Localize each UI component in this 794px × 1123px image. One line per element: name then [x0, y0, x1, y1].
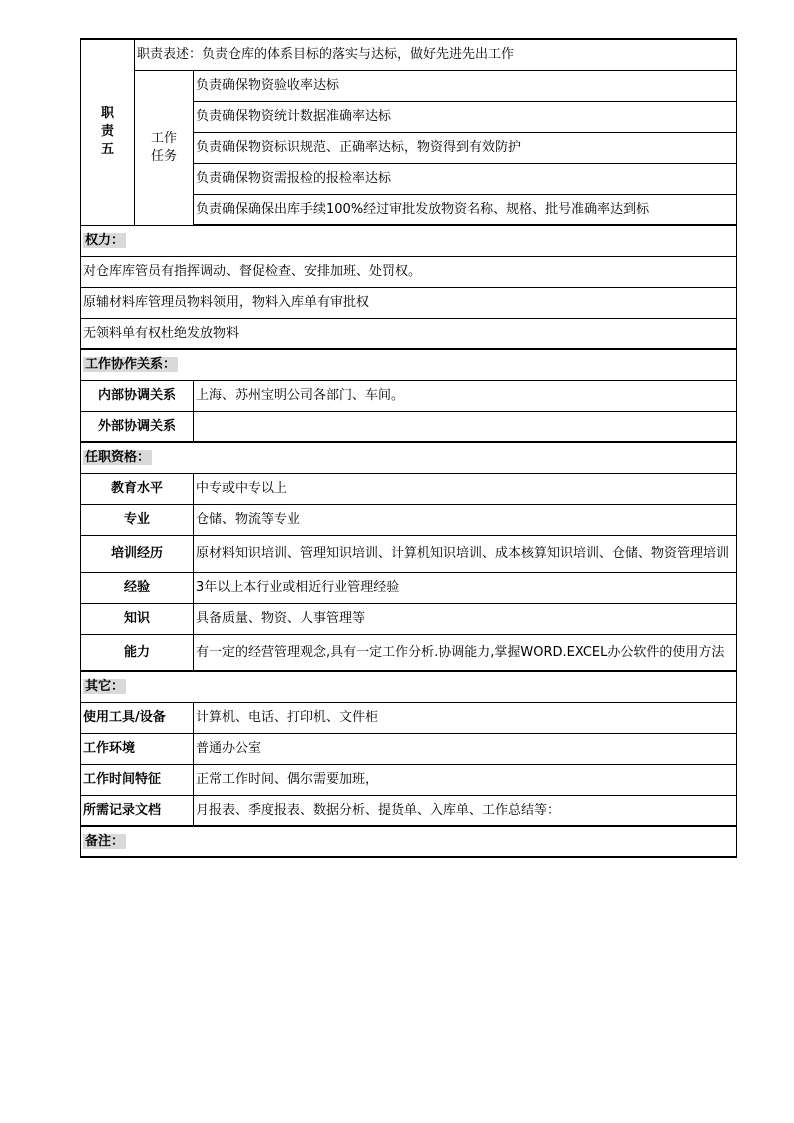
qualification-label: 知识 [81, 603, 194, 634]
qualification-label: 能力 [81, 634, 194, 671]
task-item: 负责确保物资需报检的报检率达标 [194, 163, 737, 194]
authority-title: 权力： [85, 233, 125, 249]
other-label: 使用工具/设备 [81, 702, 194, 733]
duty-statement: 职责表述：负责仓库的体系目标的落实与达标，做好先进先出工作 [135, 39, 737, 70]
other-label: 工作时间特征 [81, 764, 194, 795]
relation-value [194, 411, 737, 442]
other-heading [81, 671, 737, 702]
task-label: 工作 任务 [135, 70, 194, 225]
qualification-label: 培训经历 [81, 535, 194, 572]
other-value: 普通办公室 [194, 733, 737, 764]
relations-title: 工作协作关系： [85, 357, 177, 373]
other-label: 所需记录文档 [81, 795, 194, 826]
authority-item: 原辅材料库管理员物料领用，物料入库单有审批权 [81, 287, 737, 318]
relation-label: 内部协调关系 [81, 380, 194, 411]
task-item: 负责确保物资统计数据准确率达标 [194, 101, 737, 132]
qualification-value: 原材料知识培训、管理知识培训、计算机知识培训、成本核算知识培训、仓储、物资管理培训 [194, 535, 737, 572]
authority-item: 对仓库库管员有指挥调动、督促检查、安排加班、处罚权。 [81, 256, 737, 287]
qualifications-heading [81, 442, 737, 473]
other-value: 正常工作时间、偶尔需要加班， [194, 764, 737, 795]
duty-five-label: 职 责 五 [81, 39, 135, 225]
qualification-value: 具备质量、物资、人事管理等 [194, 603, 737, 634]
qualification-value: 仓储、物流等专业 [194, 504, 737, 535]
qualification-value: 3年以上本行业或相近行业管理经验 [194, 572, 737, 603]
qualification-label: 专业 [81, 504, 194, 535]
relation-label: 外部协调关系 [81, 411, 194, 442]
authority-item: 无领料单有权杜绝发放物料 [81, 318, 737, 349]
remarks-heading [81, 826, 737, 857]
qualification-value: 中专或中专以上 [194, 473, 737, 504]
relation-value: 上海、苏州宝明公司各部门、车间。 [194, 380, 737, 411]
other-value: 计算机、电话、打印机、文件柜 [194, 702, 737, 733]
other-title: 其它： [85, 679, 125, 695]
remarks-title: 备注： [85, 834, 125, 849]
relations-heading [81, 349, 737, 380]
qualification-label: 教育水平 [81, 473, 194, 504]
job-description-table [80, 38, 737, 858]
other-value: 月报表、季度报表、数据分析、提货单、入库单、工作总结等： [194, 795, 737, 826]
qualifications-title: 任职资格： [85, 450, 151, 466]
authority-heading [81, 225, 737, 256]
task-item: 负责确保物资标识规范、正确率达标，物资得到有效防护 [194, 132, 737, 163]
other-label: 工作环境 [81, 733, 194, 764]
task-item: 负责确保物资验收率达标 [194, 70, 737, 101]
qualification-label: 经验 [81, 572, 194, 603]
qualification-value: 有一定的经营管理观念,具有一定工作分析.协调能力,掌握WORD.EXCEL办公软件的使用方法 [194, 634, 737, 671]
task-item: 负责确保确保出库手续100%经过审批发放物资名称、规格、批号准确率达到标 [194, 194, 737, 225]
